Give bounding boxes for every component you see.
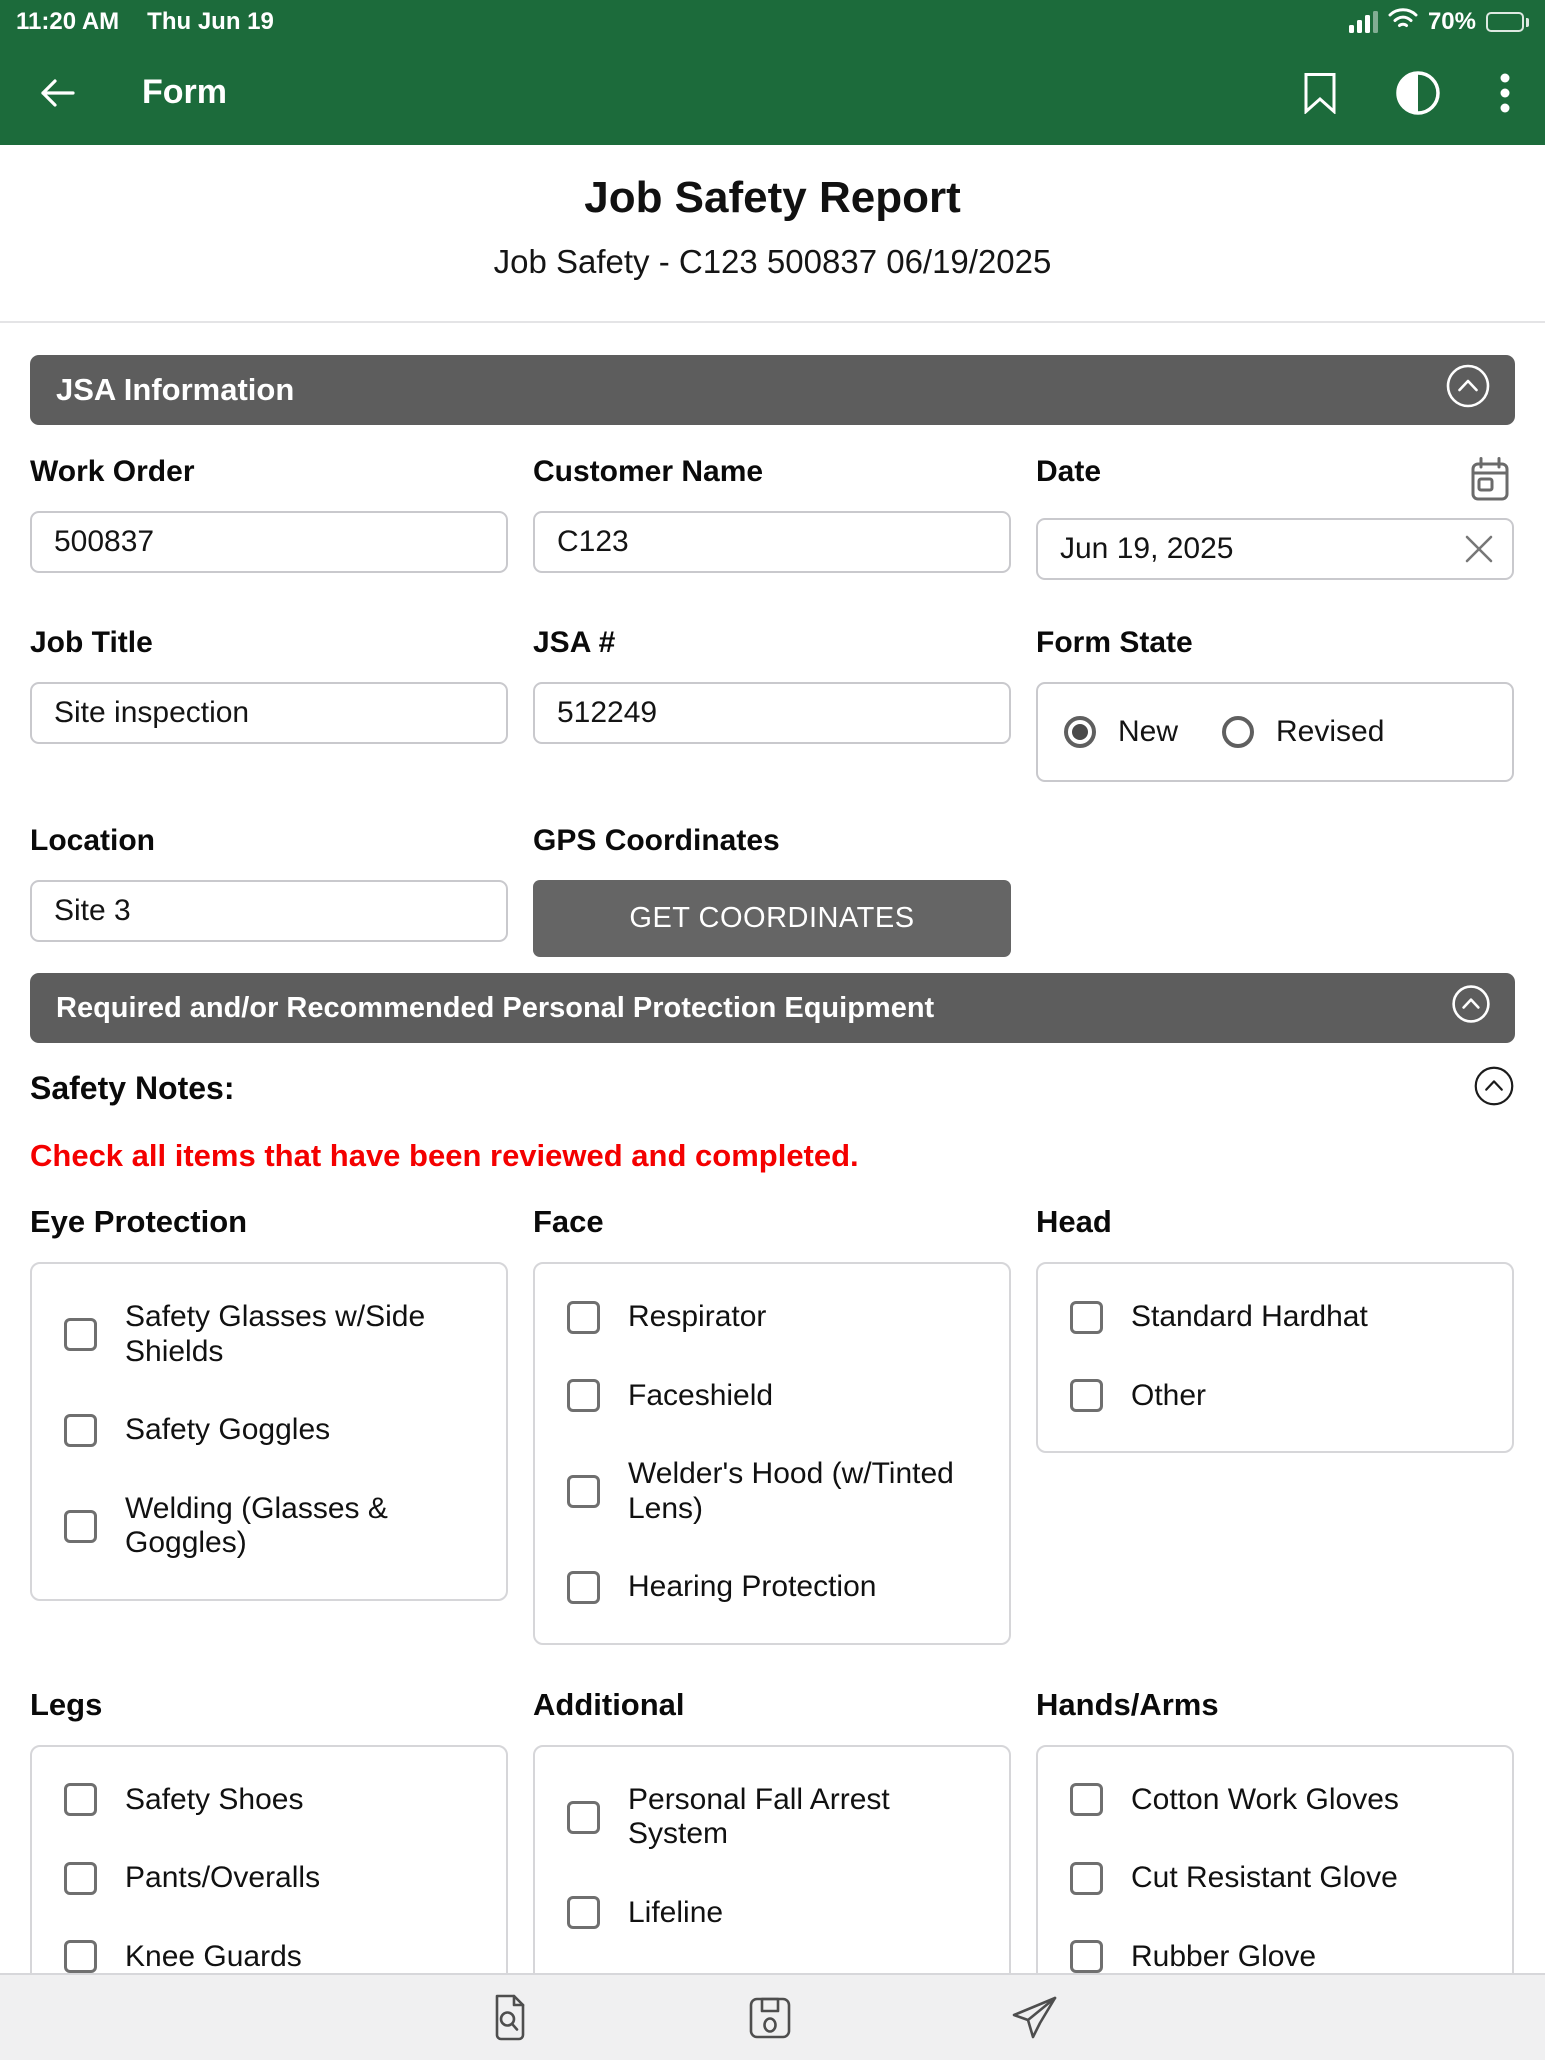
checkbox-label: Other bbox=[1131, 1378, 1207, 1412]
save-icon[interactable] bbox=[745, 1993, 795, 2043]
radio-label: Revised bbox=[1276, 715, 1385, 748]
checkbox-label: Safety Goggles bbox=[125, 1413, 331, 1446]
ppe-group-label: Head bbox=[1036, 1204, 1112, 1239]
checkbox[interactable] bbox=[1070, 1862, 1103, 1895]
checkbox-label: Faceshield bbox=[628, 1378, 774, 1412]
checkbox-label: Hearing Protection bbox=[628, 1570, 877, 1603]
jsa-number-label: JSA # bbox=[533, 626, 616, 659]
gps-coordinates-label: GPS Coordinates bbox=[533, 824, 780, 857]
form-state-option-new[interactable] bbox=[1064, 715, 1178, 749]
status-date: Thu Jun 19 bbox=[147, 8, 274, 35]
customer-name-input[interactable] bbox=[533, 511, 1011, 573]
field-job-title bbox=[30, 626, 508, 744]
bookmark-icon[interactable] bbox=[1303, 72, 1337, 114]
clear-date-icon[interactable] bbox=[1462, 532, 1496, 571]
date-label: Date bbox=[1036, 455, 1102, 488]
checkbox-item bbox=[64, 1761, 488, 1840]
field-gps-coordinates bbox=[533, 824, 1011, 957]
checkbox[interactable] bbox=[1070, 1940, 1103, 1973]
ppe-group-label: Legs bbox=[30, 1686, 103, 1722]
ppe-group-head bbox=[1036, 1204, 1514, 1453]
form-state-group bbox=[1036, 682, 1514, 782]
safety-notes-row bbox=[30, 1065, 1515, 1112]
jsa-number-input[interactable] bbox=[533, 682, 1011, 744]
field-customer-name bbox=[533, 455, 1011, 573]
checkbox[interactable] bbox=[1070, 1301, 1103, 1334]
work-order-label: Work Order bbox=[30, 455, 195, 488]
checkbox[interactable] bbox=[64, 1414, 97, 1447]
checkbox-item bbox=[567, 1278, 991, 1357]
checkbox-item bbox=[567, 1548, 991, 1627]
location-label: Location bbox=[30, 824, 155, 857]
job-title-label: Job Title bbox=[30, 626, 153, 659]
ppe-group-box bbox=[533, 1262, 1011, 1645]
checkbox[interactable] bbox=[64, 1318, 97, 1351]
overflow-menu-icon[interactable] bbox=[1499, 70, 1511, 116]
form-state-radio[interactable] bbox=[1064, 716, 1096, 748]
battery-icon bbox=[1486, 12, 1529, 32]
ppe-group-label: Eye Protection bbox=[30, 1204, 248, 1239]
checkbox[interactable] bbox=[1070, 1379, 1103, 1412]
top-bar bbox=[0, 0, 1545, 145]
ppe-group-label: Hands/Arms bbox=[1036, 1686, 1219, 1722]
wifi-icon bbox=[1388, 7, 1418, 38]
status-time: 11:20 AM bbox=[16, 8, 120, 35]
section-title: JSA Information bbox=[56, 372, 295, 407]
ppe-group-label: Face bbox=[533, 1204, 604, 1239]
checkbox-item bbox=[64, 1839, 488, 1918]
checkbox-item bbox=[1070, 1278, 1494, 1357]
document-preview-icon[interactable] bbox=[485, 1992, 533, 2044]
checkbox-item bbox=[1070, 1761, 1494, 1840]
checkbox[interactable] bbox=[567, 1475, 600, 1508]
checkbox[interactable] bbox=[64, 1862, 97, 1895]
status-bar bbox=[0, 0, 1545, 40]
field-jsa-number bbox=[533, 626, 1011, 744]
checkbox-item bbox=[1070, 1357, 1494, 1436]
section-header-jsa-information[interactable] bbox=[30, 355, 1515, 425]
cellular-signal-icon bbox=[1349, 11, 1378, 33]
instruction-text: Check all items that have been reviewed and completed. bbox=[30, 1138, 859, 1173]
ppe-group-eye-protection bbox=[30, 1204, 508, 1601]
checkbox-item bbox=[64, 1278, 488, 1391]
checkbox-label: Lifeline bbox=[628, 1895, 724, 1929]
checkbox[interactable] bbox=[567, 1301, 600, 1334]
checkbox-label: Safety Glasses w/Side Shields bbox=[125, 1300, 426, 1368]
checkbox[interactable] bbox=[567, 1379, 600, 1412]
bottom-toolbar bbox=[0, 1973, 1545, 2060]
collapse-chevron-icon[interactable] bbox=[1445, 363, 1491, 417]
form-state-radio[interactable] bbox=[1222, 716, 1254, 748]
ppe-group-face bbox=[533, 1204, 1011, 1645]
form-header bbox=[0, 145, 1545, 321]
send-icon[interactable] bbox=[1007, 1993, 1061, 2043]
nav-title: Form bbox=[142, 73, 227, 111]
field-work-order bbox=[30, 455, 508, 573]
checkbox-label: Rubber Glove bbox=[1131, 1939, 1317, 1973]
checkbox-label: Safety Shoes bbox=[125, 1782, 304, 1816]
collapse-chevron-icon[interactable] bbox=[1473, 1065, 1515, 1112]
checkbox[interactable] bbox=[64, 1940, 97, 1973]
safety-notes-label: Safety Notes: bbox=[30, 1070, 235, 1106]
checkbox[interactable] bbox=[567, 1801, 600, 1834]
ppe-group-box bbox=[30, 1262, 508, 1601]
checkbox-label: Cotton Work Gloves bbox=[1131, 1782, 1399, 1816]
ppe-grid-row1 bbox=[30, 1204, 1515, 1645]
contrast-toggle-icon[interactable] bbox=[1395, 70, 1441, 116]
divider bbox=[0, 321, 1545, 323]
section-title: Required and/or Recommended Personal Protection Equipment bbox=[56, 991, 935, 1024]
ppe-group-box bbox=[1036, 1262, 1514, 1453]
ppe-group-label: Additional bbox=[533, 1686, 685, 1722]
job-title-input[interactable] bbox=[30, 682, 508, 744]
page-subtitle: Job Safety - C123 500837 06/19/2025 bbox=[493, 243, 1052, 280]
form-state-option-revised[interactable] bbox=[1222, 715, 1384, 749]
checkbox-item bbox=[64, 1470, 488, 1583]
section-header-ppe[interactable] bbox=[30, 973, 1515, 1043]
field-form-state bbox=[1036, 626, 1514, 782]
checkbox[interactable] bbox=[64, 1510, 97, 1543]
checkbox-label: Standard Hardhat bbox=[1131, 1300, 1368, 1333]
customer-name-label: Customer Name bbox=[533, 455, 764, 488]
checkbox-item bbox=[64, 1391, 488, 1470]
back-arrow-icon[interactable] bbox=[34, 70, 80, 116]
date-input[interactable] bbox=[1036, 518, 1514, 580]
checkbox-item bbox=[567, 1357, 991, 1436]
checkbox[interactable] bbox=[64, 1783, 97, 1816]
work-order-input[interactable] bbox=[30, 511, 508, 573]
ppe-group-legs bbox=[30, 1687, 508, 2015]
get-coordinates-button[interactable]: GET COORDINATES bbox=[533, 880, 1011, 957]
checkbox-label: Pants/Overalls bbox=[125, 1861, 321, 1894]
checkbox[interactable] bbox=[1070, 1783, 1103, 1816]
checkbox-label: Personal Fall Arrest System bbox=[628, 1782, 890, 1850]
checkbox-item bbox=[567, 1874, 991, 1953]
radio-label: New bbox=[1118, 715, 1179, 748]
checkbox-item bbox=[567, 1761, 991, 1874]
checkbox[interactable] bbox=[567, 1896, 600, 1929]
checkbox-label: Welding (Glasses & Goggles) bbox=[125, 1491, 388, 1559]
page-title: Job Safety Report bbox=[584, 173, 961, 222]
checkbox-label: Welder's Hood (w/Tinted Lens) bbox=[628, 1457, 954, 1525]
calendar-icon[interactable] bbox=[1466, 455, 1514, 510]
checkbox-item bbox=[1070, 1839, 1494, 1918]
form-state-label: Form State bbox=[1036, 626, 1193, 659]
collapse-chevron-icon[interactable] bbox=[1451, 984, 1491, 1032]
checkbox-label: Knee Guards bbox=[125, 1939, 302, 1973]
field-location bbox=[30, 824, 508, 942]
location-input[interactable] bbox=[30, 880, 508, 942]
checkbox-item bbox=[567, 1435, 991, 1548]
checkbox-label: Respirator bbox=[628, 1300, 767, 1333]
checkbox-label: Cut Resistant Glove bbox=[1131, 1861, 1398, 1894]
checkbox[interactable] bbox=[567, 1571, 600, 1604]
field-date bbox=[1036, 455, 1514, 580]
battery-percent: 70% bbox=[1427, 8, 1476, 35]
nav-bar bbox=[0, 40, 1545, 145]
